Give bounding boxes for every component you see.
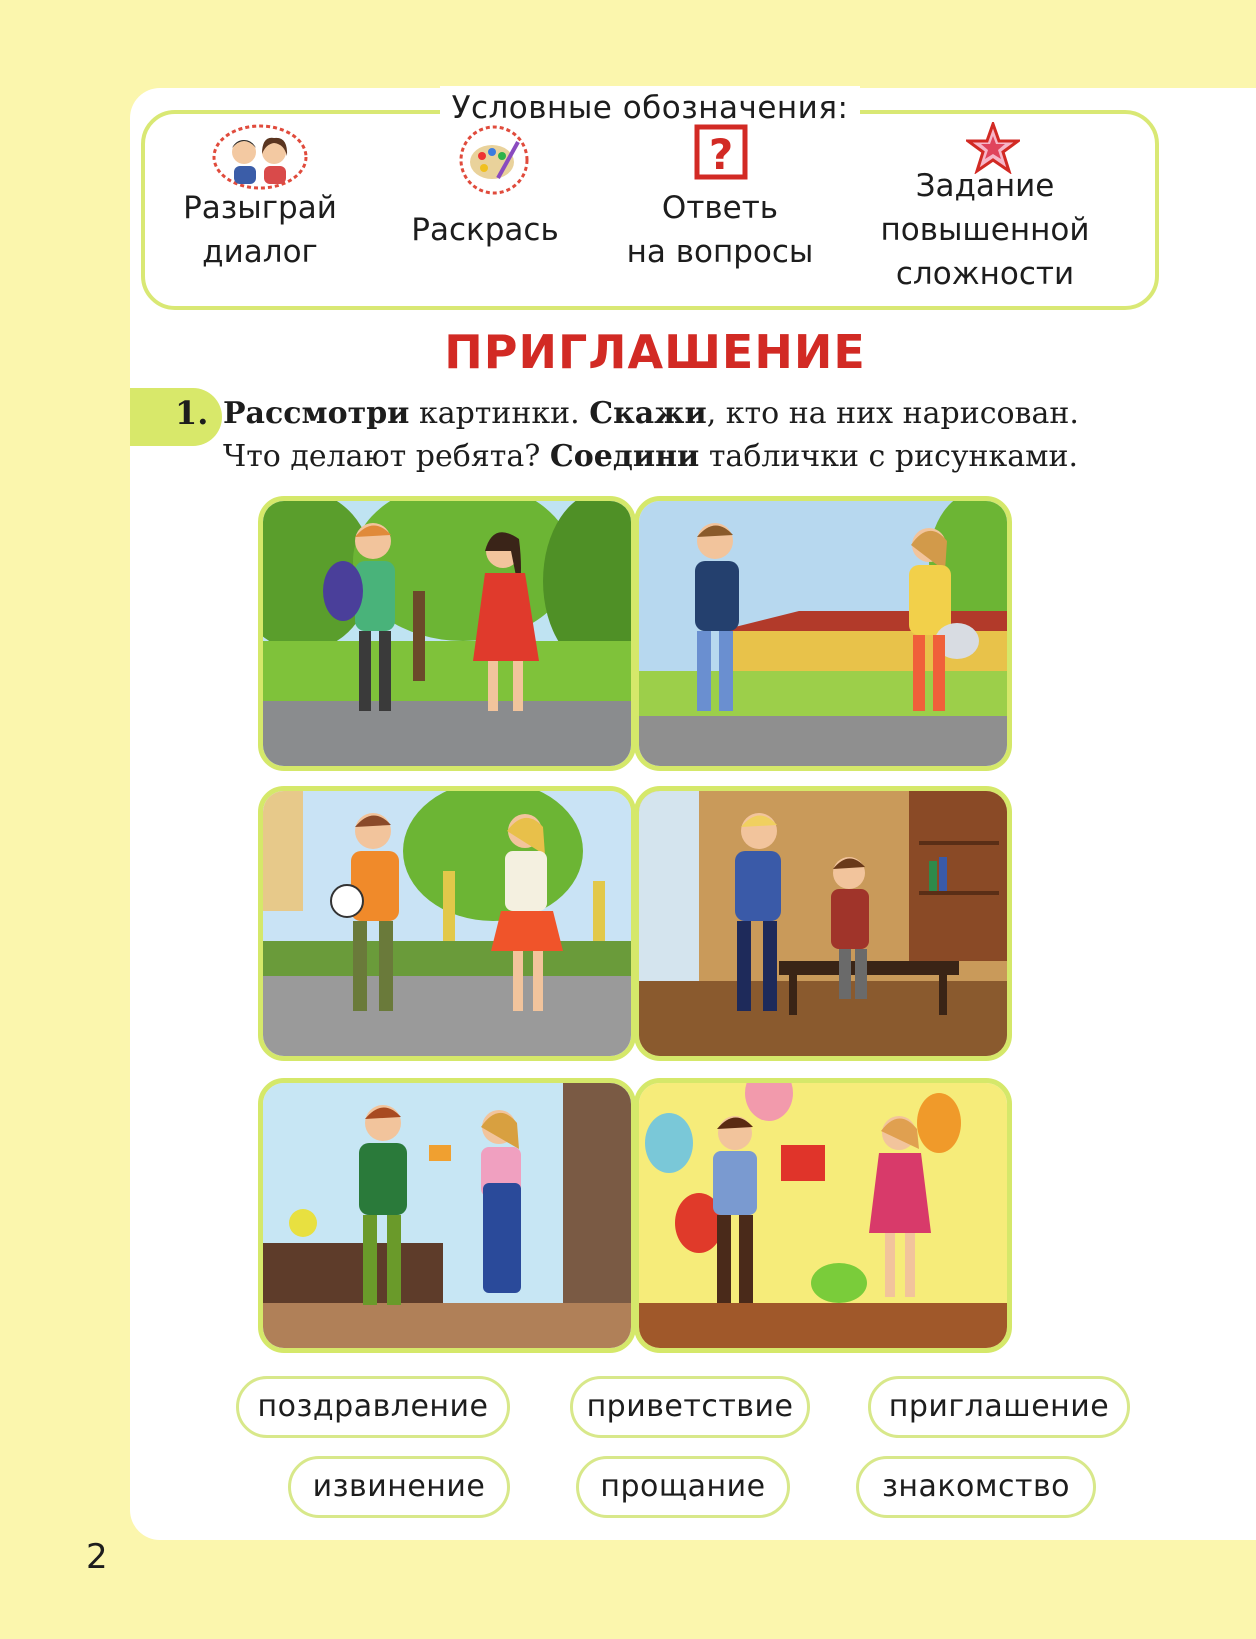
task-text-2: , кто на них нарисован. [706,396,1079,431]
task-number: 1. [175,394,209,432]
task-bold-1: Рассмотри [223,396,410,431]
legend-item-questions [620,186,820,274]
legend-item-advanced-line3: сложности [895,256,1075,292]
dialog-icon [212,124,308,190]
lesson-title: ПРИГЛАШЕНИЕ [444,325,866,379]
picture-park-meeting[interactable] [258,496,636,771]
task-bold-3: Соедини [549,439,700,474]
question-icon [694,124,748,180]
legend-item-questions-line2: на вопросы [626,234,814,270]
picture-invitation-card[interactable] [258,1078,636,1353]
legend-item-questions-line1: Ответь [661,190,779,226]
task-bold-2: Скажи [589,396,707,431]
legend-item-dialog-line1: Разыграй [183,190,337,226]
task-text-4: таблички с рисунками. [699,439,1079,474]
word-label-congratulation[interactable]: поздравление [236,1376,510,1438]
word-label-apology[interactable]: извинение [288,1456,510,1518]
palette-icon [458,124,530,196]
legend-item-advanced-line1: Задание [915,168,1055,204]
page-number: 2 [86,1537,108,1577]
legend-item-color [400,208,570,252]
svg-text:?: ? [708,130,734,179]
word-label-invitation[interactable]: приглашение [868,1376,1130,1438]
legend-item-dialog-line2: диалог [202,234,318,270]
task-line-2 [223,435,1143,478]
task-text-1: картинки. [409,396,590,431]
legend-item-dialog [170,186,350,274]
task-text-3: Что делают ребята? [223,439,550,474]
legend-item-advanced [880,164,1090,296]
word-label-farewell[interactable]: прощание [576,1456,790,1518]
word-label-greeting[interactable]: приветствие [570,1376,810,1438]
picture-greeting-ball[interactable] [258,786,636,1061]
task-line-1 [223,392,1143,435]
picture-apology-bench[interactable] [634,786,1012,1061]
word-label-acquaintance[interactable]: знакомство [856,1456,1096,1518]
picture-waving-goodbye[interactable] [634,496,1012,771]
picture-gift-balloons[interactable] [634,1078,1012,1353]
legend-item-advanced-line2: повышенной [880,212,1090,248]
legend-title: Условные обозначения: [440,86,860,130]
legend-item-color-line1: Раскрась [411,212,559,248]
task-instruction [223,392,1143,478]
